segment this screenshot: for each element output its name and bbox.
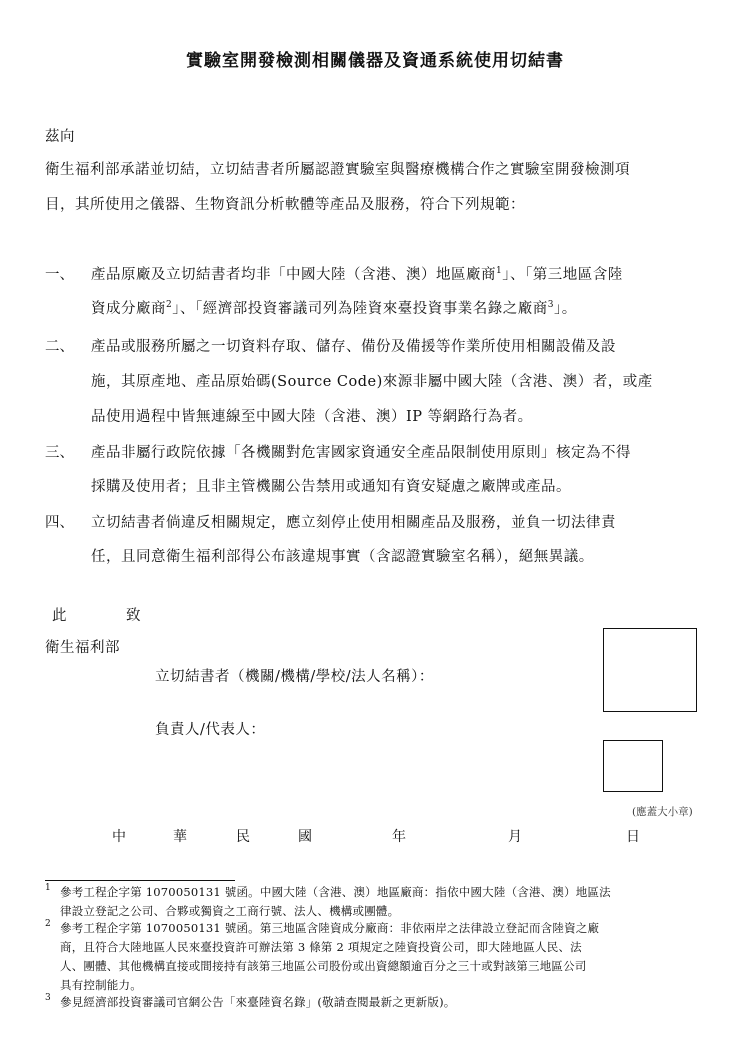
clause-2-line-2: 施，其原產地、產品原始碼(Source Code)來源非屬中國大陸（含港、澳）者，或產 <box>91 374 653 390</box>
document-title: 實驗室開發檢測相關儀器及資通系統使用切結書 <box>186 51 564 71</box>
footnote-ref-3: 3 <box>547 300 554 310</box>
closing-ci: 此 <box>52 608 67 624</box>
recipient: 衛生福利部 <box>45 640 120 656</box>
footnote-2-line-3: 人、團體、其他機構直接或間接持有該第三地區公司股份或出資總額逾百分之三十或對該第三地區公司 <box>60 959 587 973</box>
clause-2-line-3: 品使用過程中皆無連線至中國大陸（含港、澳）IP 等網路行為者。 <box>91 409 533 425</box>
footnote-1-mark: 1 <box>45 883 51 893</box>
footnote-1-line-1: 參考工程企字第 1070050131 號函。中國大陸（含港、澳）地區廠商：指依中國大陸（含港、澳）地區法 <box>60 885 611 899</box>
footnote-1 <box>45 884 51 901</box>
representative-seal-box <box>603 740 663 792</box>
footnote-2-line-4: 具有控制能力。 <box>60 978 142 992</box>
footnote-1-line-2: 律設立登記之公司、合夥或獨資之工商行號、法人、機構或團體。 <box>60 904 400 918</box>
intro-line-1: 衛生福利部承諾並切結，立切結書者所屬認證實驗室與醫療機構合作之實驗室開發檢測項 <box>45 162 630 178</box>
footnote-separator <box>45 880 235 881</box>
footnote-2-line-1: 參考工程企字第 1070050131 號函。第三地區含陸資成分廠商：非依兩岸之法律設立登記而含陸資之廠 <box>60 921 600 935</box>
date-min: 民 <box>236 829 250 845</box>
clause-3-number: 三、 <box>45 445 74 461</box>
clause-1-text-c: 資成分廠商 <box>91 301 166 317</box>
date-year: 年 <box>392 829 406 845</box>
clause-1-number: 一、 <box>45 267 74 283</box>
clause-1-text-d: 」、「經濟部投資審議司列為陸資來臺投資事業名錄之廠商 <box>172 301 548 317</box>
clause-4-number: 四、 <box>45 515 74 531</box>
signer-label: 立切結書者（機關/機構/學校/法人名稱）： <box>155 669 434 685</box>
clause-4-line-2: 任，且同意衛生福利部得公布該違規事實（含認證實驗室名稱），絕無異議。 <box>91 549 594 565</box>
date-day: 日 <box>626 829 640 845</box>
representative-label: 負責人/代表人： <box>155 722 266 738</box>
clause-1-line-2 <box>91 297 577 318</box>
footnote-ref-2: 2 <box>166 300 173 310</box>
date-guo: 國 <box>298 829 312 845</box>
clause-1-text-e: 」。 <box>553 301 577 317</box>
clause-1-text-a: 產品原廠及立切結書者均非「中國大陸（含港、澳）地區廠商 <box>91 267 496 283</box>
organization-seal-box <box>603 628 697 712</box>
clause-2-line-1: 產品或服務所屬之一切資料存取、儲存、備份及備援等作業所使用相關設備及設 <box>91 339 616 355</box>
clause-3-line-1: 產品非屬行政院依據「各機關對危害國家資通安全產品限制使用原則」核定為不得 <box>91 445 631 461</box>
footnote-2-mark: 2 <box>45 919 51 929</box>
salutation: 茲向 <box>45 129 75 145</box>
clause-3-line-2: 採購及使用者；且非主管機關公告禁用或通知有資安疑慮之廠牌或產品。 <box>91 479 571 495</box>
clause-2-number: 二、 <box>45 339 74 355</box>
footnote-3 <box>45 994 51 1011</box>
footnote-ref-1: 1 <box>496 266 503 276</box>
footnote-3-mark: 3 <box>45 993 51 1003</box>
footnote-3-line-1: 參見經濟部投資審議司官網公告「來臺陸資名錄」(敬請查閱最新之更新版)。 <box>60 995 456 1009</box>
clause-4-line-1: 立切結書者倘違反相關規定，應立刻停止使用相關產品及服務，並負一切法律責 <box>91 515 616 531</box>
stamp-note: (應蓋大小章) <box>632 806 693 818</box>
footnote-2-line-2: 商，且符合大陸地區人民來臺投資許可辦法第 3 條第 2 項規定之陸資投資公司，即大陸地區人民、法 <box>60 940 582 954</box>
intro-line-2: 目，其所使用之儀器、生物資訊分析軟體等產品及服務，符合下列規範： <box>45 197 525 213</box>
footnote-2 <box>45 920 51 937</box>
date-hua: 華 <box>173 829 187 845</box>
clause-1-line-1 <box>91 263 623 284</box>
date-zhong: 中 <box>112 829 126 845</box>
closing-zhi: 致 <box>126 608 141 624</box>
date-month: 月 <box>508 829 522 845</box>
clause-1-text-b: 」、「第三地區含陸 <box>502 267 623 283</box>
